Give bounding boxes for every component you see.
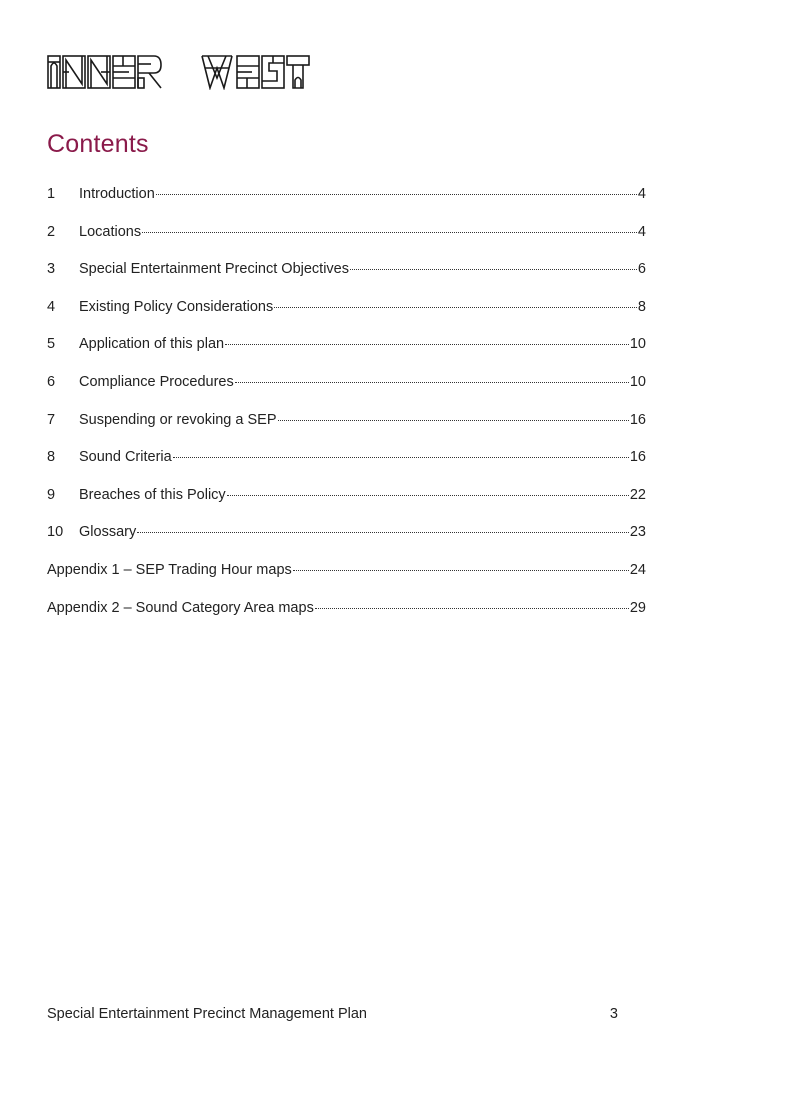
toc-entry-number: 9 <box>47 486 56 503</box>
toc-entry-page-number[interactable]: 24 <box>629 561 646 578</box>
toc-entry-label[interactable]: Suspending or revoking a SEP <box>79 411 277 428</box>
toc-entry-label[interactable]: Introduction <box>79 186 155 202</box>
toc-dot-leader <box>142 232 637 233</box>
toc-entry[interactable] <box>47 299 646 337</box>
toc-entry-label[interactable]: Sound Criteria <box>79 449 172 466</box>
toc-entry[interactable] <box>47 600 646 638</box>
toc-entry-number: 5 <box>47 336 56 353</box>
footer-page-number: 3 <box>609 1006 618 1022</box>
toc-entry-label[interactable]: Appendix 1 – SEP Trading Hour maps <box>47 561 292 578</box>
toc-entry[interactable] <box>47 487 646 525</box>
toc-entry-page-number[interactable]: 16 <box>629 449 646 466</box>
toc-dot-leader <box>156 194 637 195</box>
toc-entry-number: 4 <box>47 298 56 315</box>
toc-entry-number: 8 <box>47 449 56 466</box>
toc-dot-leader <box>278 420 629 421</box>
toc-entry-number: 1 <box>47 186 56 202</box>
toc-dot-leader <box>225 344 629 345</box>
toc-dot-leader <box>137 532 629 533</box>
toc-entry[interactable] <box>47 449 646 487</box>
toc-entry-label[interactable]: Glossary <box>79 524 137 541</box>
toc-entry-label[interactable]: Appendix 2 – Sound Category Area maps <box>47 599 314 616</box>
inner-west-logo <box>47 54 343 90</box>
toc-entry[interactable] <box>47 562 646 600</box>
toc-entry-page-number[interactable]: 29 <box>629 599 646 616</box>
toc-entry-number: 3 <box>47 261 56 278</box>
toc-entry[interactable] <box>47 374 646 412</box>
toc-entry[interactable] <box>47 186 646 224</box>
toc-entry-label[interactable]: Existing Policy Considerations <box>79 298 274 315</box>
inner-west-logo-icon <box>47 54 343 90</box>
toc-entry[interactable] <box>47 412 646 450</box>
toc-entry-page-number[interactable]: 16 <box>629 411 646 428</box>
toc-dot-leader <box>173 457 629 458</box>
toc-entry-page-number[interactable]: 6 <box>637 261 646 278</box>
table-of-contents <box>47 186 646 637</box>
toc-entry[interactable] <box>47 524 646 562</box>
toc-entry-number: 7 <box>47 411 56 428</box>
toc-entry-number: 2 <box>47 223 56 240</box>
toc-entry-label[interactable]: Locations <box>79 223 142 240</box>
toc-entry-label[interactable]: Special Entertainment Precinct Objectives <box>79 261 349 278</box>
page-title: Contents <box>47 130 149 158</box>
toc-dot-leader <box>274 307 637 308</box>
toc-entry-label[interactable]: Application of this plan <box>79 336 225 353</box>
toc-dot-leader <box>227 495 629 496</box>
toc-entry-page-number[interactable]: 23 <box>629 524 646 541</box>
toc-entry[interactable] <box>47 336 646 374</box>
toc-entry-page-number[interactable]: 4 <box>637 223 646 240</box>
toc-entry-label[interactable]: Compliance Procedures <box>79 373 234 390</box>
footer-document-title: Special Entertainment Precinct Management Plan <box>47 1006 367 1022</box>
toc-dot-leader <box>315 608 629 609</box>
toc-entry-page-number[interactable]: 10 <box>629 373 646 390</box>
toc-entry-label[interactable]: Breaches of this Policy <box>79 486 226 503</box>
toc-entry-page-number[interactable]: 4 <box>637 186 646 202</box>
toc-entry-page-number[interactable]: 22 <box>629 486 646 503</box>
toc-entry-page-number[interactable]: 10 <box>629 336 646 353</box>
page-footer <box>47 1006 618 1022</box>
toc-dot-leader <box>293 570 629 571</box>
toc-dot-leader <box>235 382 629 383</box>
toc-entry-number: 10 <box>47 524 64 541</box>
toc-dot-leader <box>350 269 637 270</box>
toc-entry[interactable] <box>47 261 646 299</box>
toc-entry-page-number[interactable]: 8 <box>637 298 646 315</box>
toc-entry-number: 6 <box>47 373 56 390</box>
toc-entry[interactable] <box>47 224 646 262</box>
